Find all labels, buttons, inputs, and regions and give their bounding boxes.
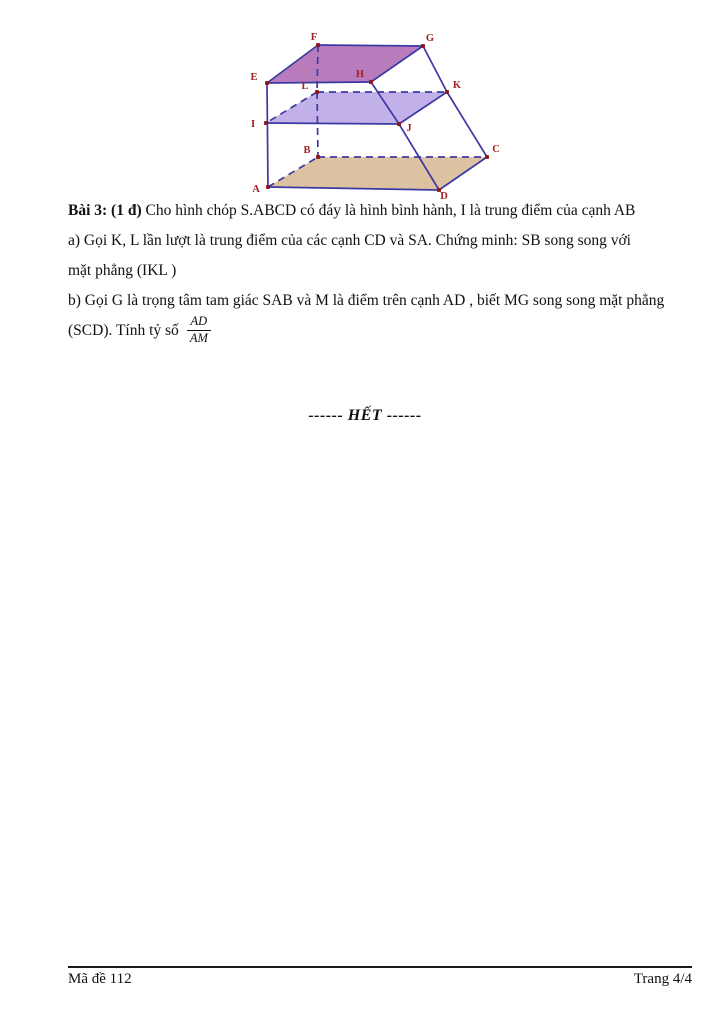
- problem-line-2: a) Gọi K, L lần lượt là trung điểm của các cạnh CD và SA. Chứng minh: SB song song với: [68, 232, 631, 249]
- top-face-EFGH: [267, 45, 423, 83]
- vertex-dot-G: [421, 44, 425, 48]
- problem-line-1: [68, 196, 668, 226]
- vertex-dot-L: [315, 90, 319, 94]
- vertex-dot-F: [316, 43, 320, 47]
- fraction-denominator: AM: [189, 330, 208, 345]
- geometry-figure-svg: [246, 28, 502, 206]
- problem-text-block: [68, 196, 668, 347]
- vertex-label-G: G: [425, 33, 435, 44]
- footer-page-number: Trang 4/4: [633, 971, 692, 987]
- edge-HE: [267, 82, 371, 83]
- vertex-label-J: J: [406, 123, 412, 134]
- vertex-label-C: C: [492, 144, 500, 155]
- vertex-dot-C: [485, 155, 489, 159]
- fraction-ad-am: [187, 315, 211, 346]
- vertex-label-L: L: [301, 81, 309, 92]
- vertex-label-B: B: [303, 145, 311, 156]
- page-footer: [68, 966, 692, 988]
- bottom-face-ABCD: [268, 157, 487, 190]
- problem-line-3: mặt phẳng (IKL ): [68, 262, 177, 279]
- vertex-dot-H: [369, 80, 373, 84]
- vertex-dot-E: [265, 81, 269, 85]
- vertex-label-I: I: [250, 119, 256, 130]
- vertex-dot-J: [397, 122, 401, 126]
- vertex-label-H: H: [355, 69, 365, 80]
- problem-line-4: b) Gọi G là trọng tâm tam giác SAB và M là điểm trên cạnh AD , biết MG song song mặt phẳng: [68, 292, 665, 309]
- geometry-figure: [246, 28, 502, 206]
- vertex-label-E: E: [250, 72, 258, 83]
- vertex-label-A: A: [252, 184, 260, 195]
- edge-IJ: [266, 123, 399, 124]
- vertex-label-F: F: [310, 32, 318, 43]
- middle-face-ILKJ: [266, 92, 447, 124]
- vertex-label-D: D: [440, 191, 448, 202]
- problem-line-1-text: Cho hình chóp S.ABCD có đáy là hình bình hành, I là trung điểm của cạnh AB: [141, 202, 636, 219]
- edge-CK: [447, 92, 487, 157]
- problem-line-5: (SCD). Tính tỷ số $\frac{AD}{AM}$: [68, 316, 668, 347]
- vertex-label-K: K: [452, 80, 462, 91]
- problem-label: Bài 3: (1 đ): [68, 202, 142, 219]
- vertex-dot-B: [316, 155, 320, 159]
- edge-FG: [318, 45, 423, 46]
- end-of-exam-marker: ------ HẾT ------: [308, 407, 422, 424]
- fraction-numerator: AD: [187, 315, 211, 331]
- vertex-dot-A: [266, 185, 270, 189]
- footer-exam-code: Mã đề 112: [68, 971, 132, 987]
- edge-AE: [267, 83, 268, 187]
- vertex-dot-K: [445, 90, 449, 94]
- edge-KG: [423, 46, 447, 92]
- vertex-dot-I: [264, 121, 268, 125]
